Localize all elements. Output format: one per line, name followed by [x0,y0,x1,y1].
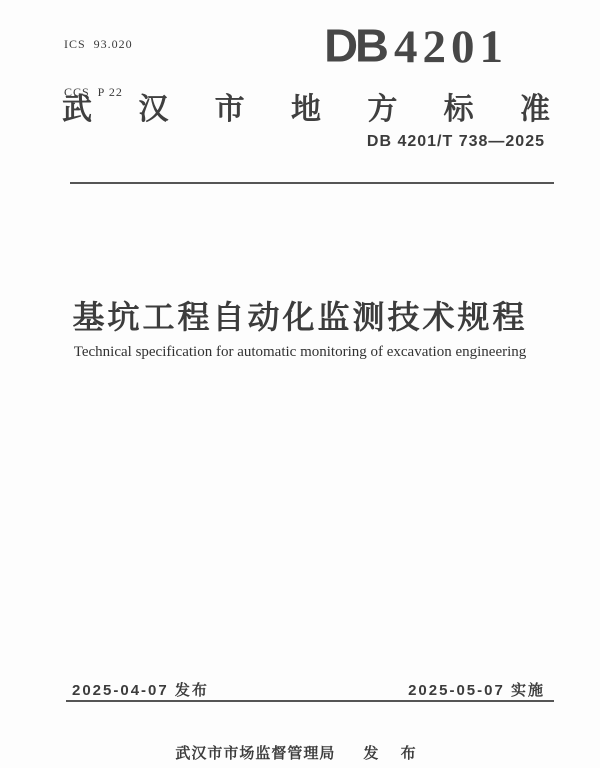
logo-db-letters: DB [324,19,386,72]
document-title: 基坑工程自动化监测技术规程 [72,299,528,335]
db-standard-logo [324,18,508,74]
document-title-english: Technical specification for automatic monitoring of excavation engineering [73,344,527,360]
logo-region-number: 4201 [394,21,508,73]
issue-date: 2025-04-07 发布 [72,682,209,699]
publisher-name: 武汉市市场监督管理局 [175,745,336,762]
ccs-code: CCS P 22 [64,85,123,99]
standard-type-char: 市 [214,93,245,126]
standard-number: DB 4201/T 738—2025 [366,133,545,150]
publisher-row [0,742,600,763]
standard-type-char: 武 [62,93,92,126]
standard-type-char: 地 [290,93,321,126]
publish-label: 发 布 [363,745,425,762]
standard-type-char: 准 [519,93,550,126]
ics-code: ICS 93.020 [64,37,133,51]
standard-type-char: 汉 [138,93,169,126]
standard-type-char: 标 [443,93,474,126]
header-divider-line [70,182,554,184]
standard-type-char: 方 [367,93,398,126]
implement-date: 2025-05-07 实施 [408,682,545,699]
footer-divider-line [66,700,554,702]
standard-type-heading [62,84,550,128]
date-row [72,679,545,700]
